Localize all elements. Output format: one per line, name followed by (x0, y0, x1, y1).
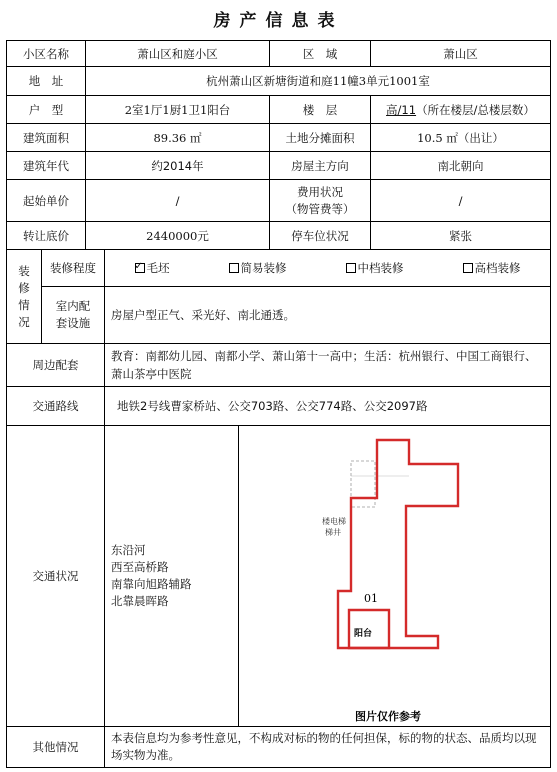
balcony-label: 阳台 (354, 629, 373, 639)
option-mid[interactable] (346, 260, 404, 276)
fee-value: / (370, 179, 551, 222)
start-price-label: 起始单价 (6, 179, 86, 222)
apartment-boundary (377, 440, 458, 636)
option-rough[interactable] (135, 260, 170, 276)
community-label: 小区名称 (6, 40, 86, 67)
decoration-group-label (6, 249, 42, 344)
surroundings-label: 周边配套 (6, 343, 105, 387)
plan-dashed-area (351, 461, 375, 507)
fee-label-line-1: 费用状况 (297, 184, 343, 199)
year-label: 建筑年代 (6, 151, 86, 180)
reserve-price-label: 转让底价 (6, 221, 86, 250)
traffic-west: 西至高桥路 (111, 560, 169, 574)
traffic-south: 南靠向旭路辅路 (111, 577, 192, 591)
district-value: 萧山区 (370, 40, 551, 67)
orientation-value: 南北朝向 (370, 151, 551, 180)
floor-plan-cell (238, 425, 551, 727)
plan-unused-2 (377, 440, 458, 636)
land-area-value: 10.5 ㎡（出让） (370, 123, 551, 152)
fee-label-line-2: （物管费等） (285, 201, 355, 216)
apartment-wall-outline (377, 440, 458, 636)
elevator-label-1: 楼电梯 (322, 517, 346, 526)
surroundings-value: 教育：南都幼儿园、南都小学、萧山第十一高中；生活：杭州银行、中国工商银行、萧山茶亭中医院 (104, 343, 551, 387)
checkbox-icon[interactable] (346, 263, 356, 273)
layout-value: 2室1厅1厨1卫1阳台 (85, 95, 270, 124)
decoration-level-options (104, 249, 551, 287)
plan-unused (377, 440, 460, 636)
decoration-char-4: 况 (18, 314, 30, 329)
transit-label: 交通路线 (6, 386, 105, 426)
orientation-label: 房屋主方向 (269, 151, 371, 180)
facility-label-line-1: 室内配 (55, 299, 91, 313)
unit-number: 01 (364, 592, 378, 605)
traffic-label: 交通状况 (6, 425, 105, 727)
option-simple[interactable] (229, 260, 287, 276)
year-value: 约2014年 (85, 151, 270, 180)
elevator-label-2: 梯井 (325, 528, 341, 537)
area-value: 89.36 ㎡ (85, 123, 270, 152)
floor-label: 楼 层 (269, 95, 371, 124)
option-high-label: 高档装修 (474, 261, 521, 275)
option-high[interactable] (463, 260, 521, 276)
checkbox-icon[interactable] (463, 263, 473, 273)
option-simple-label: 简易装修 (240, 261, 287, 275)
property-info-table (6, 40, 551, 768)
option-rough-label: 毛坯 (146, 261, 170, 275)
fee-label (269, 179, 371, 222)
checkbox-checked-icon[interactable] (135, 263, 145, 273)
traffic-east: 东沿河 (111, 543, 146, 557)
address-label: 地 址 (6, 66, 86, 96)
other-label: 其他情况 (6, 726, 105, 768)
decoration-char-2: 修 (18, 280, 30, 295)
traffic-north: 北靠晨晖路 (111, 594, 169, 608)
start-price-value: / (85, 179, 270, 222)
option-mid-label: 中档装修 (357, 261, 404, 275)
decoration-char-3: 情 (18, 297, 30, 312)
traffic-value (104, 425, 239, 727)
page-title: 房产信息表 (213, 11, 344, 31)
decoration-level-label: 装修程度 (41, 249, 105, 287)
floor-plan-outline (377, 440, 458, 636)
floor-plan-image (239, 426, 550, 726)
transit-value: 地铁2号线曹家桥站、公交703路、公交774路、公交2097路 (104, 386, 551, 426)
facility-label-line-2: 套设施 (55, 316, 91, 330)
address-value: 杭州萧山区新塘街道和庭11幢3单元1001室 (85, 66, 551, 96)
land-area-label: 土地分摊面积 (269, 123, 371, 152)
unit-outline (338, 440, 458, 648)
facility-label (41, 286, 105, 344)
parking-value: 紧张 (370, 221, 551, 250)
facility-value: 房屋户型正气、采光好、南北通透。 (104, 286, 551, 344)
floor-level: 高/11 (386, 102, 417, 117)
reserve-price-value: 2440000元 (85, 221, 270, 250)
other-value: 本表信息均为参考性意见，不构成对标的物的任何担保，标的物的状态、品质均以现场实物为准。 (104, 726, 551, 768)
decoration-char-1: 装 (18, 263, 30, 278)
district-label: 区 域 (269, 40, 371, 67)
floor-value (370, 95, 551, 124)
area-label: 建筑面积 (6, 123, 86, 152)
plan-caption: 图片仅作参考 (355, 710, 421, 723)
layout-label: 户 型 (6, 95, 86, 124)
checkbox-icon[interactable] (229, 263, 239, 273)
floor-note: （所在楼层/总楼层数） (416, 102, 535, 117)
parking-label: 停车位状况 (269, 221, 371, 250)
apartment-outline (377, 440, 458, 636)
community-value: 萧山区和庭小区 (85, 40, 270, 67)
plan-outline-main (339, 440, 458, 651)
